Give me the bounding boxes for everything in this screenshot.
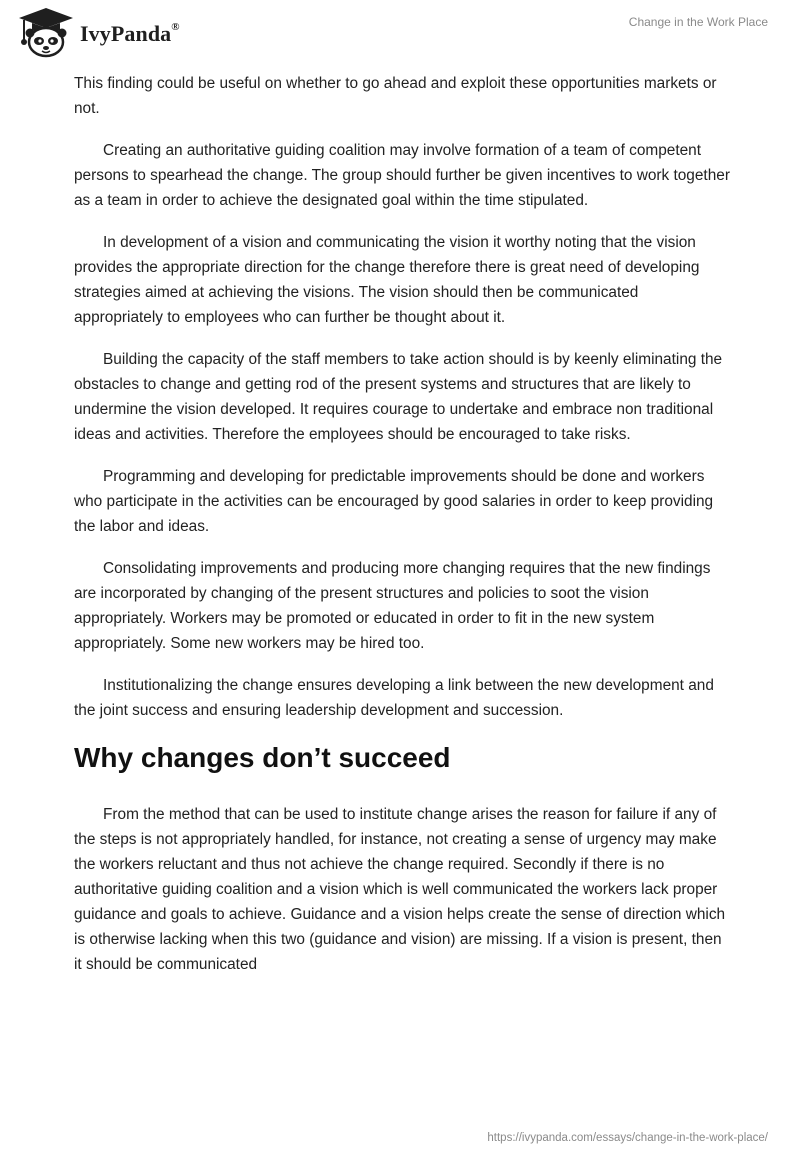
paragraph: From the method that can be used to institute change arises the reason for failure if any of the steps is not appropriately handled, for instance, not creating a sense of urgency may make the workers reluctant and thus not achieve the change required. Secondly if there is no authoritative guiding coalition and a vision which is well communicated the workers lack proper guidance and goals to achieve. Guidance and a vision helps create the sense of direction which is otherwise lacking when this two (guidance and vision) are missing. If a vision is present, then it should be communicated [74, 806, 726, 973]
panda-graduate-logo-icon[interactable] [15, 6, 77, 58]
page-header [0, 0, 800, 70]
paragraph: Creating an authoritative guiding coalition may involve formation of a team of competent persons to spearhead the change. The group should further be given incentives to work together as a team in order to achieve the designated goal within the time stipulated. [74, 142, 730, 209]
brand-name[interactable] [80, 21, 180, 47]
source-url[interactable]: https://ivypanda.com/essays/change-in-the-work-place/ [487, 1132, 768, 1144]
registered-mark: ® [171, 20, 180, 33]
paragraph: In development of a vision and communicating the vision it worthy noting that the vision provides the appropriate direction for the change therefore there is great need of developing strategies aimed at achieving the visions. The vision should then be communicated appropriately to employees who can further be thought about it. [74, 234, 700, 326]
section-heading: Why changes don’t succeed [74, 742, 451, 773]
paragraph: Consolidating improvements and producing more changing requires that the new findings are incorporated by changing of the present structures and policies to soot the vision appropriately. Workers may be promoted or educated in order to fit in the new system appropriately. Some new workers may be hired too. [74, 560, 711, 652]
paragraph: Building the capacity of the staff members to take action should is by keenly eliminating the obstacles to change and getting rod of the present systems and structures that are likely to undermine the vision developed. It requires courage to undertake and embrace non traditional ideas and activities. Therefore the employees should be encouraged to take risks. [74, 351, 723, 443]
paragraph: Institutionalizing the change ensures developing a link between the new development and the joint success and ensuring leadership development and succession. [74, 677, 714, 719]
essay-body [74, 71, 730, 994]
document-title: Change in the Work Place [628, 15, 768, 29]
brand-text: IvyPanda [80, 21, 172, 46]
paragraph-continued: This finding could be useful on whether to go ahead and exploit these opportunities markets or not. [74, 75, 717, 117]
paragraph: Programming and developing for predictable improvements should be done and workers who participate in the activities can be encouraged by good salaries in order to keep providing the labor and ideas. [74, 468, 714, 535]
